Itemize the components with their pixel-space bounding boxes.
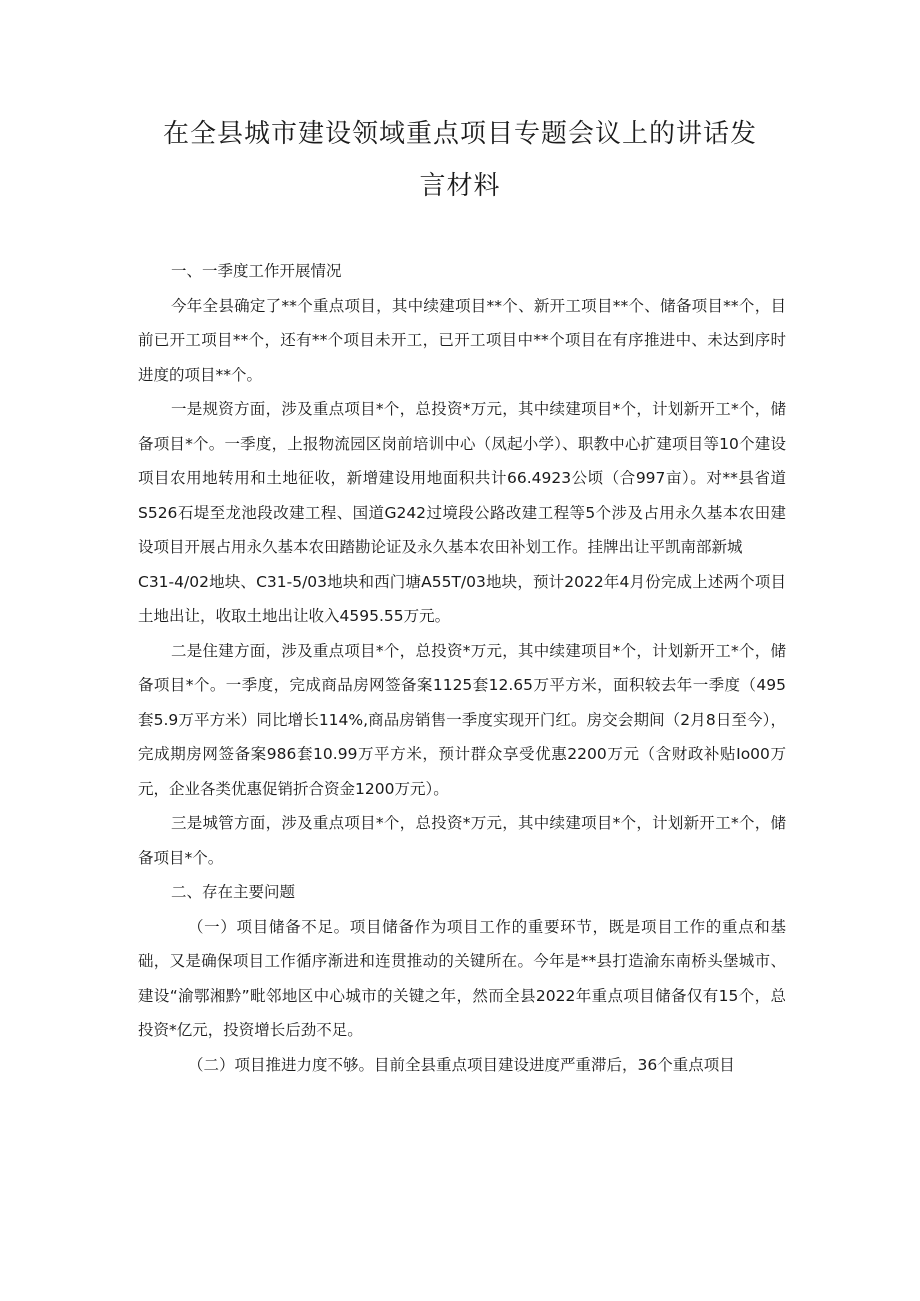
paragraph-land-transfer: C31-4/02地块、C31-5/03地块和西门塘A55T/03地块，预计2022年4月份完成上述两个项目土地出让，收取土地出让收入4595.55万元。 bbox=[138, 572, 786, 625]
paragraph-planning-resources: 一是规资方面，涉及重点项目*个，总投资*万元，其中续建项目*个，计划新开工*个，储备项目*个。一季度，上报物流园区岗前培训中心（凤起小学）、职教中心扩建项目等10个建设项目农用地转用和土地征收，新增建设用地面积共计66.4923公顷（合997亩）。对**县省道S526石堤至龙池段改建工程、国道G242过境段公路改建工程等5个涉及占用永久基本农田建设项目开展占用永久基本农田踏勘论证及永久基本农田补划工作。挂牌出让平凯南部新城 bbox=[138, 400, 786, 556]
paragraph-housing-construction: 二是住建方面，涉及重点项目*个，总投资*万元，其中续建项目*个，计划新开工*个，储备项目*个。一季度，完成商品房网签备案1125套12.65万平方米，面积较去年一季度（495套5.9万平方米）同比增长114%,商品房销售一季度实现开门红。房交会期间（2月8日至今），完成期房网签备案986套10.99万平方米，预计群众享受优惠2200万元（含财政补贴Io00万元，企业各类优惠促销折合资金1200万元）。 bbox=[138, 641, 786, 798]
paragraph-project-progress: （二）项目推进力度不够。目前全县重点项目建设进度严重滞后，36个重点项目 bbox=[188, 1055, 735, 1074]
title-line-2: 言材料 bbox=[419, 171, 501, 201]
section-heading-1: 一、一季度工作开展情况 bbox=[171, 262, 342, 280]
title-line-1: 在全县城市建设领域重点项目专题会议上的讲话发 bbox=[162, 119, 757, 149]
section-heading-2: 二、存在主要问题 bbox=[171, 883, 296, 901]
paragraph-urban-management: 三是城管方面，涉及重点项目*个，总投资*万元，其中续建项目*个，计划新开工*个，储备项目*个。 bbox=[138, 814, 786, 867]
document-title bbox=[140, 108, 780, 212]
paragraph-overview: 今年全县确定了**个重点项目，其中续建项目**个、新开工项目**个、储备项目**个，目前已开工项目**个，还有**个项目未开工，已开工项目中**个项目在有序推进中、未达到序时进度的项目**个。 bbox=[138, 296, 786, 384]
document-body bbox=[138, 254, 786, 1082]
paragraph-project-reserve: （一）项目储备不足。项目储备作为项目工作的重要环节，既是项目工作的重点和基础，又是确保项目工作循序渐进和连贯推动的关键所在。今年是**县打造渝东南桥头堡城市、建设“渝鄂湘黔”毗邻地区中心城市的关键之年，然而全县2022年重点项目储备仅有15个，总投资*亿元，投资增长后劲不足。 bbox=[138, 917, 786, 1039]
